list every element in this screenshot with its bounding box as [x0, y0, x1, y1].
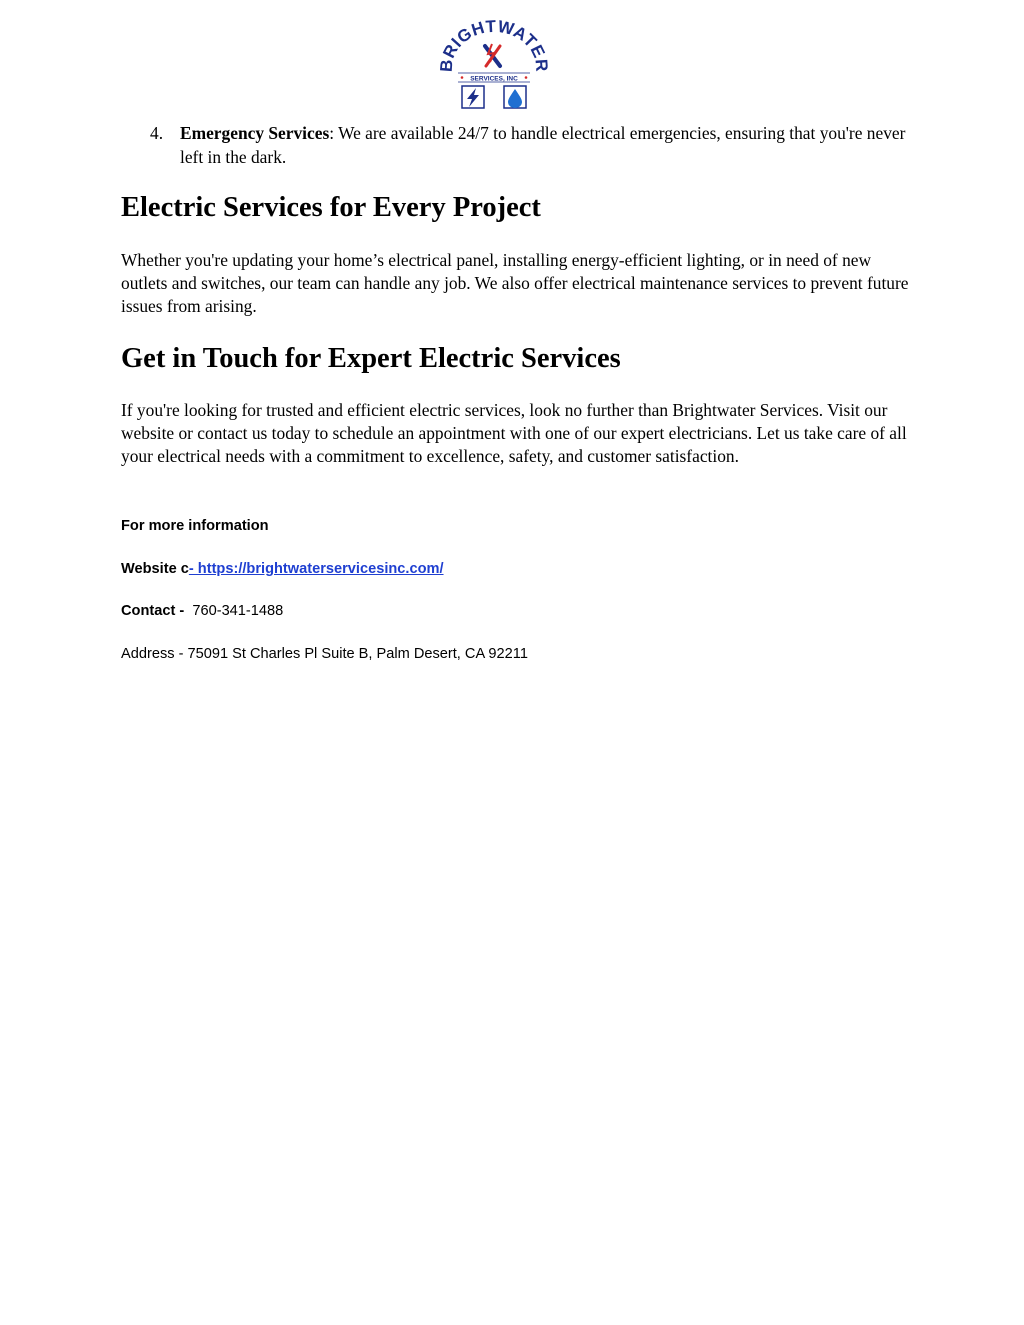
website-link[interactable]: - https://brightwaterservicesinc.com/: [188, 561, 444, 577]
more-information-label: For more information: [121, 518, 269, 534]
list-item-body: [180, 121, 910, 169]
logo-graphic: [440, 16, 548, 112]
brightwater-logo: [440, 16, 548, 112]
address-line: Address - 75091 St Charles Pl Suite B, Palm Desert, CA 92211: [121, 646, 528, 662]
water-drop-icon: [504, 86, 526, 108]
website-label: Website c: [121, 561, 189, 577]
list-item-text: : We are available 24/7 to handle electrical emergencies, ensuring that you're never left in the dark.: [180, 123, 906, 167]
lightning-icon: [462, 86, 484, 108]
contact-phone: 760-341-1488: [192, 603, 284, 619]
heading-get-in-touch: Get in Touch for Expert Electric Services: [121, 343, 621, 374]
logo-brand-text: RIGHTWATE: [440, 16, 548, 62]
website-line: [121, 559, 444, 579]
contact-label: Contact -: [121, 603, 185, 619]
heading-electric-services: Electric Services for Every Project: [121, 192, 541, 223]
list-item-term: Emergency Services: [180, 123, 330, 143]
logo-tools-icon: [485, 44, 500, 66]
paragraph-get-in-touch: If you're looking for trusted and efficient electric services, look no further than Brightwater Services. Visit our website or contact us today to schedule an appointment with one of our expert electricians. Let us take care of all your electrical needs with a commitment to excellence, safety, and customer satisfaction.: [121, 400, 907, 467]
logo-subtitle-text: SERVICES, INC: [470, 75, 518, 83]
list-number: 4.: [150, 123, 164, 143]
contact-line: [121, 601, 283, 621]
svg-text:BRIGHTWATER: [440, 17, 548, 73]
paragraph-electric-services: Whether you're updating your home’s electrical panel, installing energy-efficient lighting, or in need of new outlets and switches, our team can handle any job. We also offer electrical maintenance services to prevent future issues from arising.: [121, 250, 909, 317]
